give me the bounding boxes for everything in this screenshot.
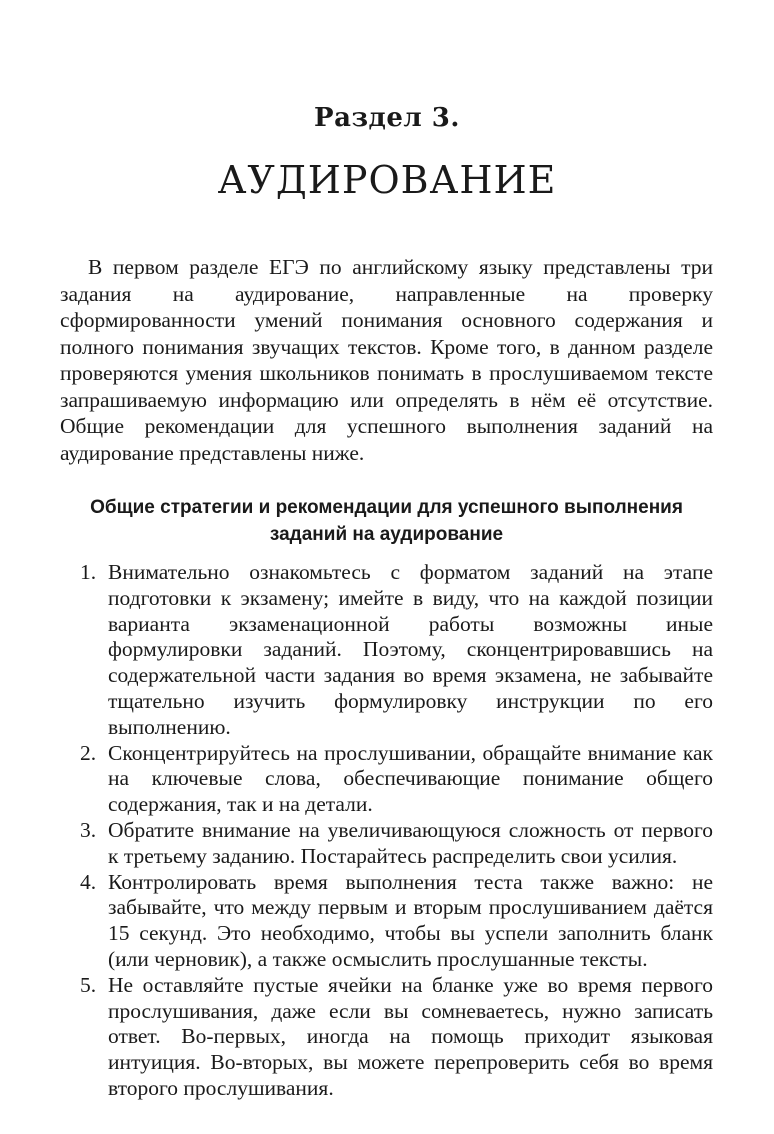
strategy-number: 3. bbox=[80, 817, 97, 842]
intro-paragraph: В первом разделе ЕГЭ по английскому языку представлены три задания на аудирование, направленные на проверку сформированности умений понимания основного содержания и полного понимания звучащих текстов. Кроме того, в данном разделе проверяются умения школьников понимать в прослушиваемом тексте запрашиваемую информацию или определять в нём её отсутствие. Общие рекомендации для успешного выполнения заданий на аудирование представлены ниже. bbox=[60, 255, 713, 465]
strategy-text: Сконцентрируйтесь на прослушивании, обращайте внимание как на ключевые слова, обеспечивающие понимание общего содержания, так и на детали. bbox=[108, 740, 713, 817]
strategy-text: Обратите внимание на увеличивающуюся сложность от первого к третьему заданию. Постарайтесь распределить свои усилия. bbox=[108, 817, 713, 868]
strategy-item-5 bbox=[60, 973, 713, 1102]
strategy-text: Контролировать время выполнения теста также важно: не забывайте, что между первым и вторым прослушиванием даётся 15 секунд. Это необходимо, чтобы вы успели заполнить бланк (или черновик), а также осмыслить прослушанные тексты. bbox=[108, 869, 713, 971]
strategy-text: Не оставляйте пустые ячейки на бланке уже во время первого прослушивания, даже если вы сомневаетесь, нужно записать ответ. Во-первых, иногда на помощь приходит языковая интуиция. Во-вторых, вы можете перепроверить себя во время второго прослушивания. bbox=[108, 972, 713, 1100]
strategy-item-2 bbox=[60, 741, 713, 818]
strategies-heading-line-1: Общие стратегии и рекомендации для успешного выполнения bbox=[90, 497, 683, 518]
strategy-item-1 bbox=[60, 560, 713, 741]
strategy-number: 5. bbox=[80, 972, 97, 997]
strategy-text: Внимательно ознакомьтесь с форматом заданий на этапе подготовки к экзамену; имейте в виду, что на каждой позиции варианта экзаменационной работы возможны иные формулировки заданий. Поэтому, сконцентрировавшись на содержательной части задания во время экзамена, не забывайте тщательно изучить формулировку инструкции по его выполнению. bbox=[108, 560, 713, 739]
strategies-heading-line-2: заданий на аудирование bbox=[269, 524, 504, 545]
strategy-number: 1. bbox=[80, 560, 97, 584]
strategy-number: 4. bbox=[80, 869, 97, 894]
strategy-item-3 bbox=[60, 818, 713, 870]
strategies-heading bbox=[60, 494, 713, 548]
section-label: Раздел 3. bbox=[314, 103, 460, 133]
strategy-item-4 bbox=[60, 870, 713, 973]
strategies-list bbox=[60, 560, 713, 1102]
chapter-title: АУДИРОВАНИЕ bbox=[217, 158, 557, 202]
strategy-number: 2. bbox=[80, 740, 97, 765]
